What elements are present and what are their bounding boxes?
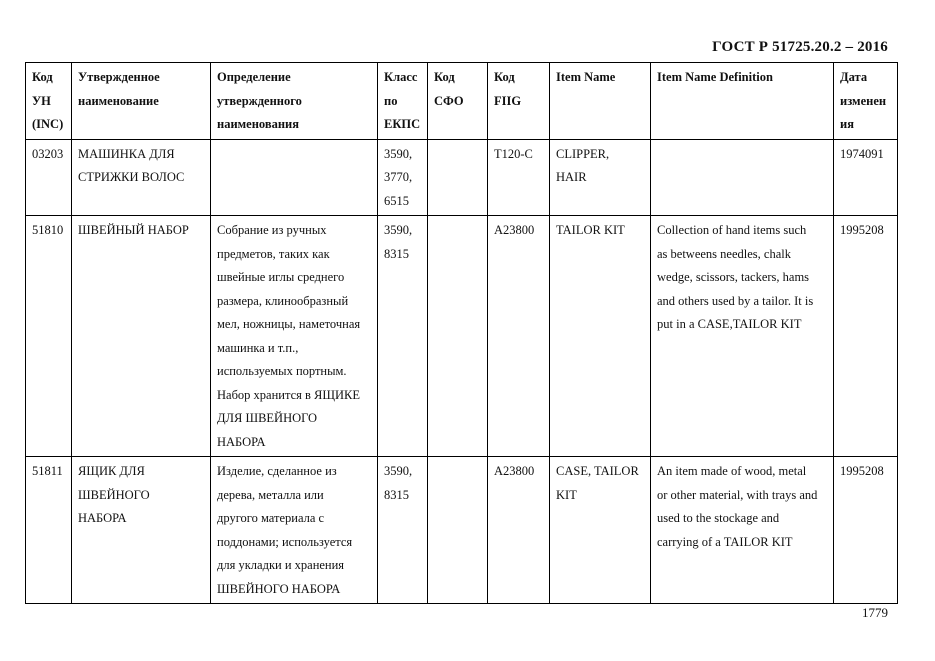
document-standard-title: ГОСТ Р 51725.20.2 – 2016 <box>712 39 888 55</box>
page-number: 1779 <box>862 605 888 620</box>
cell-fiig-code: A23800 <box>488 216 550 457</box>
cell-change-date: 1974091 <box>834 139 898 216</box>
cell-definition <box>211 139 378 216</box>
column-header-sfo-code: Код СФО <box>428 63 488 140</box>
column-header-change-date: Дата изменен ия <box>834 63 898 140</box>
table-row <box>26 139 898 216</box>
cell-inc: 03203 <box>26 139 72 216</box>
table-row <box>26 216 898 457</box>
cell-approved-name: ШВЕЙНЫЙ НАБОР <box>72 216 211 457</box>
cell-fiig-code: A23800 <box>488 457 550 604</box>
cell-inc: 51810 <box>26 216 72 457</box>
cell-approved-name: ЯЩИК ДЛЯ ШВЕЙНОГО НАБОРА <box>72 457 211 604</box>
cell-sfo-code <box>428 216 488 457</box>
column-header-fiig-code: Код FIIG <box>488 63 550 140</box>
table-row <box>26 457 898 604</box>
cell-item-name-definition: Collection of hand items such as betweens needles, chalk wedge, scissors, tackers, hams and others used by a tailor. It is put in a CASE,TAILOR KIT <box>651 216 834 457</box>
cell-item-name: TAILOR KIT <box>550 216 651 457</box>
cell-definition: Собрание из ручных предметов, таких как швейные иглы среднего размера, клинообразный мел, ножницы, наметочная машинка и т.п., используемых портным. Набор хранится в ЯЩИКЕ ДЛЯ ШВЕЙНОГО НАБОРА <box>211 216 378 457</box>
cell-ekps-class: 3590, 8315 <box>378 457 428 604</box>
cell-inc: 51811 <box>26 457 72 604</box>
column-header-item-name-definition: Item Name Definition <box>651 63 834 140</box>
column-header-item-name: Item Name <box>550 63 651 140</box>
cell-ekps-class: 3590, 8315 <box>378 216 428 457</box>
cell-definition: Изделие, сделанное из дерева, металла или другого материала с поддонами; используется для укладки и хранения ШВЕЙНОГО НАБОРА <box>211 457 378 604</box>
cell-item-name: CASE, TAILOR KIT <box>550 457 651 604</box>
column-header-approved-name: Утвержденное наименование <box>72 63 211 140</box>
column-header-definition: Определение утвержденного наименования <box>211 63 378 140</box>
cell-approved-name: МАШИНКА ДЛЯ СТРИЖКИ ВОЛОС <box>72 139 211 216</box>
cell-fiig-code: T120-C <box>488 139 550 216</box>
classification-table <box>25 62 898 604</box>
cell-item-name-definition: An item made of wood, metal or other material, with trays and used to the stockage and carrying of a TAILOR KIT <box>651 457 834 604</box>
cell-ekps-class: 3590, 3770, 6515 <box>378 139 428 216</box>
cell-item-name: CLIPPER, HAIR <box>550 139 651 216</box>
table-header-row <box>26 63 898 140</box>
cell-item-name-definition <box>651 139 834 216</box>
cell-change-date: 1995208 <box>834 457 898 604</box>
column-header-ekps-class: Класс по ЕКПС <box>378 63 428 140</box>
cell-change-date: 1995208 <box>834 216 898 457</box>
column-header-inc: Код УН (INC) <box>26 63 72 140</box>
cell-sfo-code <box>428 139 488 216</box>
cell-sfo-code <box>428 457 488 604</box>
